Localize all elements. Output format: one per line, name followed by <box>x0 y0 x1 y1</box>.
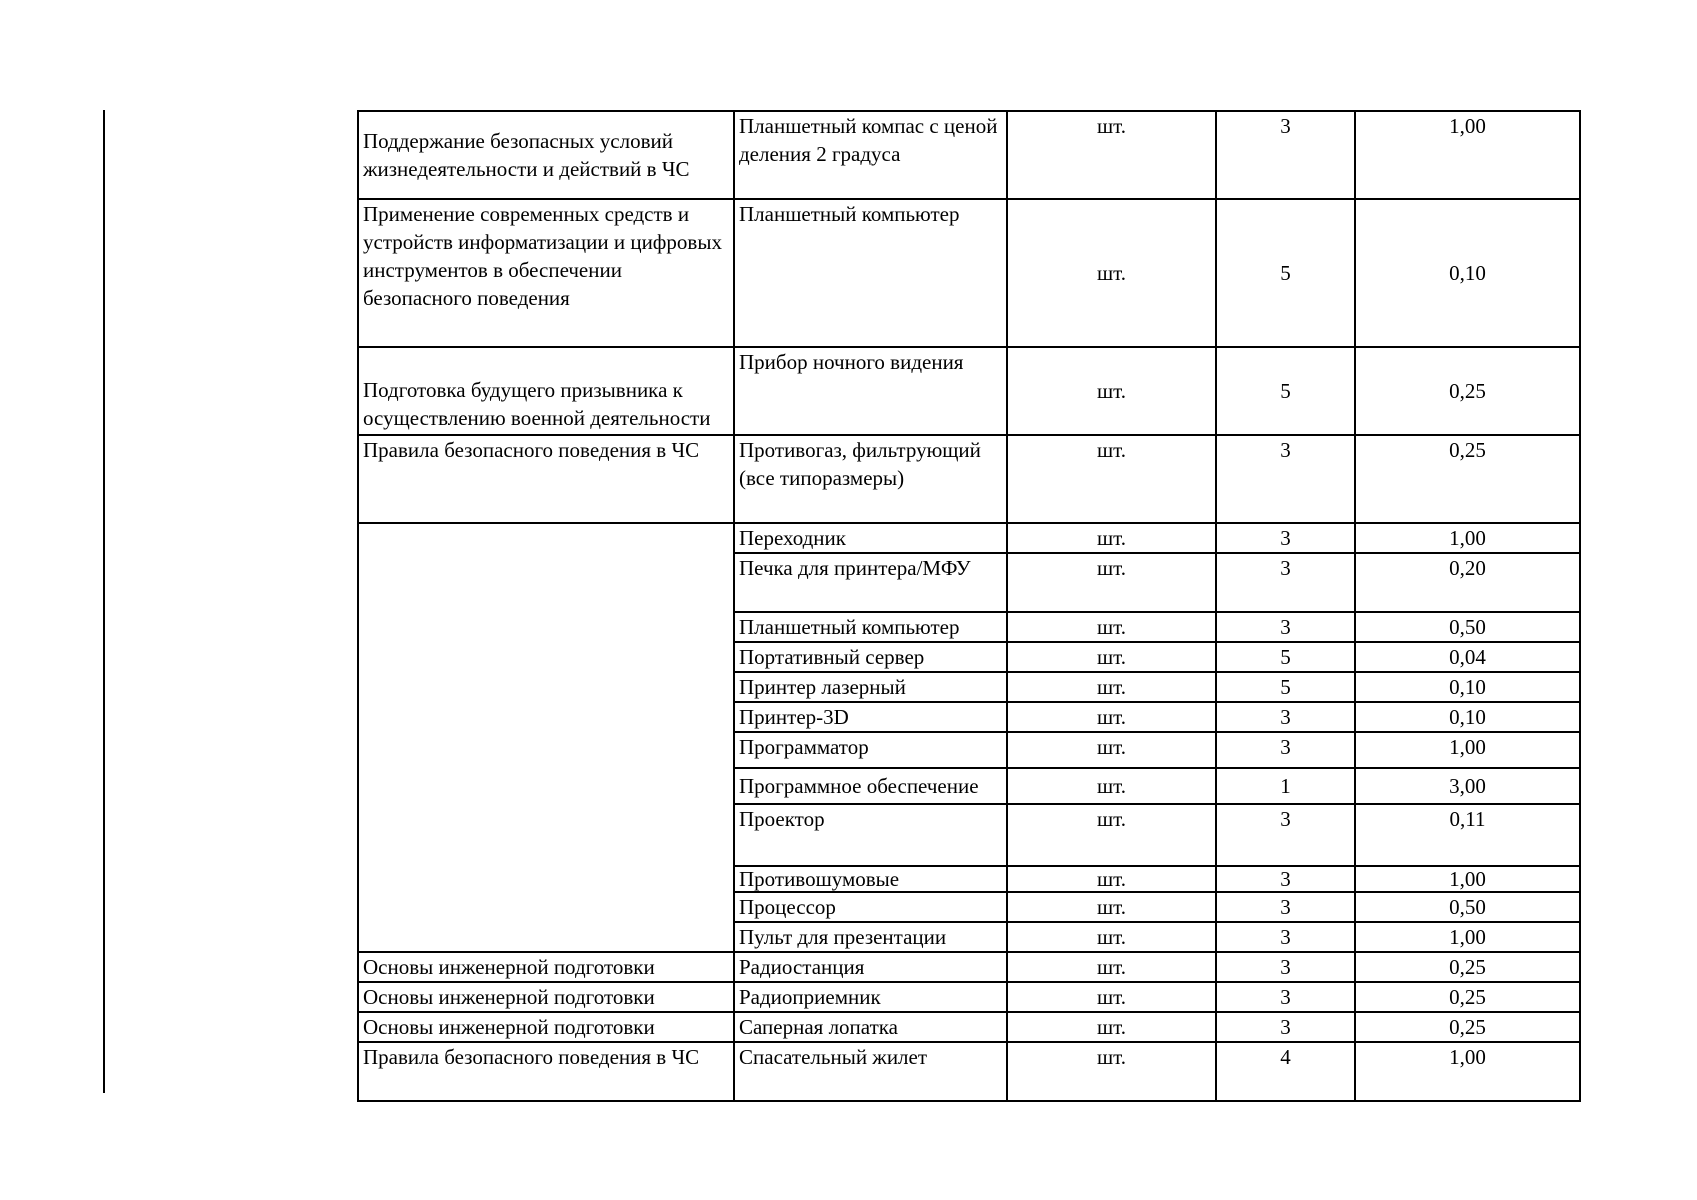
coef-cell: 0,25 <box>1355 982 1580 1012</box>
topic-cell: Основы инженерной подготовки <box>358 1012 734 1042</box>
table-row <box>358 523 1580 553</box>
qty-cell: 3 <box>1216 553 1355 612</box>
unit-cell: шт. <box>1007 672 1216 702</box>
item-cell: Принтер лазерный <box>734 672 1007 702</box>
coef-cell: 1,00 <box>1355 732 1580 768</box>
unit-cell: шт. <box>1007 982 1216 1012</box>
coef-cell: 0,25 <box>1355 347 1580 435</box>
item-cell: Переходник <box>734 523 1007 553</box>
qty-cell: 3 <box>1216 435 1355 523</box>
item-cell: Процессор <box>734 892 1007 922</box>
qty-cell: 3 <box>1216 523 1355 553</box>
qty-cell: 3 <box>1216 111 1355 199</box>
unit-cell: шт. <box>1007 922 1216 952</box>
qty-cell: 3 <box>1216 952 1355 982</box>
qty-cell: 3 <box>1216 982 1355 1012</box>
table-row <box>358 199 1580 347</box>
qty-cell: 3 <box>1216 702 1355 732</box>
coef-cell: 0,10 <box>1355 672 1580 702</box>
table-row <box>358 982 1580 1012</box>
topic-cell: Основы инженерной подготовки <box>358 952 734 982</box>
table-row <box>358 111 1580 199</box>
topic-cell: Применение современных средств и устройств информатизации и цифровых инструментов в обеспечении безопасного поведения <box>358 199 734 347</box>
item-cell: Планшетный компьютер <box>734 612 1007 642</box>
unit-cell: шт. <box>1007 1042 1216 1101</box>
qty-cell: 3 <box>1216 892 1355 922</box>
table-row <box>358 347 1580 435</box>
item-cell: Противогаз, фильтрующий (все типоразмеры) <box>734 435 1007 523</box>
coef-cell: 0,04 <box>1355 642 1580 672</box>
coef-cell: 1,00 <box>1355 922 1580 952</box>
unit-cell: шт. <box>1007 523 1216 553</box>
topic-cell: Основы инженерной подготовки <box>358 982 734 1012</box>
item-cell: Портативный сервер <box>734 642 1007 672</box>
coef-cell: 0,25 <box>1355 435 1580 523</box>
coef-cell: 1,00 <box>1355 111 1580 199</box>
qty-cell: 3 <box>1216 1012 1355 1042</box>
coef-cell: 1,00 <box>1355 866 1580 892</box>
item-cell: Программное обеспечение <box>734 768 1007 804</box>
topic-cell: Правила безопасного поведения в ЧС <box>358 435 734 523</box>
qty-cell: 3 <box>1216 732 1355 768</box>
unit-cell: шт. <box>1007 553 1216 612</box>
table-row <box>358 1042 1580 1101</box>
item-cell: Саперная лопатка <box>734 1012 1007 1042</box>
table-row <box>358 1012 1580 1042</box>
unit-cell: шт. <box>1007 642 1216 672</box>
topic-cell: Подготовка будущего призывника к осуществлению военной деятельности <box>358 347 734 435</box>
topic-cell: Поддержание безопасных условий жизнедеятельности и действий в ЧС <box>358 111 734 199</box>
table-row <box>358 435 1580 523</box>
unit-cell: шт. <box>1007 892 1216 922</box>
table-row <box>358 952 1580 982</box>
coef-cell: 0,10 <box>1355 702 1580 732</box>
qty-cell: 5 <box>1216 199 1355 347</box>
item-cell: Спасательный жилет <box>734 1042 1007 1101</box>
qty-cell: 5 <box>1216 642 1355 672</box>
equipment-table <box>357 110 1581 1102</box>
topic-cell-merged <box>358 523 734 952</box>
unit-cell: шт. <box>1007 952 1216 982</box>
qty-cell: 3 <box>1216 612 1355 642</box>
coef-cell: 0,25 <box>1355 1012 1580 1042</box>
coef-cell: 0,10 <box>1355 199 1580 347</box>
item-cell: Программатор <box>734 732 1007 768</box>
left-margin-line <box>103 110 105 1093</box>
unit-cell: шт. <box>1007 199 1216 347</box>
item-cell: Противошумовые <box>734 866 1007 892</box>
unit-cell: шт. <box>1007 702 1216 732</box>
coef-cell: 0,25 <box>1355 952 1580 982</box>
qty-cell: 5 <box>1216 347 1355 435</box>
item-cell: Радиостанция <box>734 952 1007 982</box>
qty-cell: 5 <box>1216 672 1355 702</box>
unit-cell: шт. <box>1007 804 1216 866</box>
topic-cell: Правила безопасного поведения в ЧС <box>358 1042 734 1101</box>
coef-cell: 0,50 <box>1355 612 1580 642</box>
qty-cell: 3 <box>1216 922 1355 952</box>
qty-cell: 3 <box>1216 866 1355 892</box>
item-cell: Планшетный компьютер <box>734 199 1007 347</box>
item-cell: Пульт для презентации <box>734 922 1007 952</box>
unit-cell: шт. <box>1007 866 1216 892</box>
coef-cell: 1,00 <box>1355 523 1580 553</box>
coef-cell: 0,20 <box>1355 553 1580 612</box>
unit-cell: шт. <box>1007 111 1216 199</box>
unit-cell: шт. <box>1007 612 1216 642</box>
unit-cell: шт. <box>1007 435 1216 523</box>
item-cell: Планшетный компас с ценой деления 2 градуса <box>734 111 1007 199</box>
unit-cell: шт. <box>1007 768 1216 804</box>
item-cell: Радиоприемник <box>734 982 1007 1012</box>
qty-cell: 1 <box>1216 768 1355 804</box>
qty-cell: 4 <box>1216 1042 1355 1101</box>
item-cell: Принтер-3D <box>734 702 1007 732</box>
item-cell: Проектор <box>734 804 1007 866</box>
coef-cell: 3,00 <box>1355 768 1580 804</box>
unit-cell: шт. <box>1007 732 1216 768</box>
coef-cell: 0,11 <box>1355 804 1580 866</box>
qty-cell: 3 <box>1216 804 1355 866</box>
unit-cell: шт. <box>1007 347 1216 435</box>
coef-cell: 1,00 <box>1355 1042 1580 1101</box>
item-cell: Прибор ночного видения <box>734 347 1007 435</box>
item-cell: Печка для принтера/МФУ <box>734 553 1007 612</box>
coef-cell: 0,50 <box>1355 892 1580 922</box>
unit-cell: шт. <box>1007 1012 1216 1042</box>
